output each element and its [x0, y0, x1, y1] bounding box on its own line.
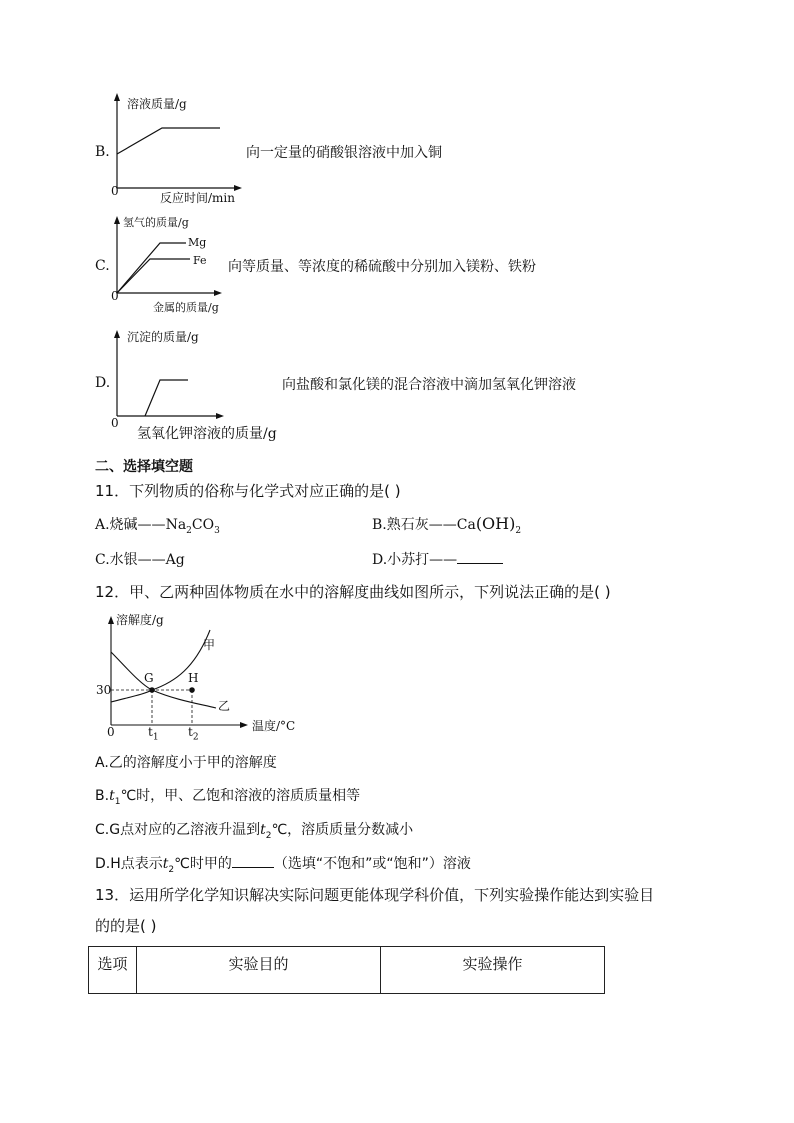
- q11-option-c-label: C.水银——: [95, 552, 166, 568]
- chart-x-arrow: [240, 722, 248, 728]
- graph-b-origin: 0: [111, 184, 119, 198]
- graph-c-description: 向等质量、等浓度的稀硫酸中分别加入镁粉、铁粉: [228, 259, 536, 275]
- q12-d-rest: （选填“不饱和”或“饱和”）溶液: [273, 856, 471, 872]
- q11-a-sub1: 2: [186, 525, 192, 536]
- point-g: [149, 687, 155, 693]
- chart-label-h: H: [188, 671, 199, 685]
- chart-t1-t: t: [148, 725, 153, 739]
- q12-stem: 12．甲、乙两种固体物质在水中的溶解度曲线如图所示，下列说法正确的是( ): [95, 583, 611, 601]
- chart-t1-sub: 1: [152, 732, 159, 743]
- graph-d-ylabel: 沉淀的质量/g: [127, 330, 199, 344]
- curve-jia: [111, 630, 210, 702]
- graph-d-xlabel: 氢氧化钾溶液的质量/g: [137, 426, 277, 442]
- q12-c-sub: 2: [265, 830, 272, 841]
- q12-c-rest: ℃，溶质质量分数减小: [271, 822, 414, 838]
- graph-b-ylabel: 溶液质量/g: [127, 97, 187, 111]
- q12-b-pre: B.: [95, 788, 110, 804]
- graph-b-xlabel: 反应时间/min: [160, 191, 235, 205]
- graph-c-mg-label: Mg: [188, 236, 207, 249]
- q11-b-oh: (OH): [475, 514, 516, 533]
- option-c-letter: C.: [95, 258, 110, 274]
- q11-option-d-label: D.小苏打——: [372, 552, 458, 568]
- q12-b-t: t: [109, 788, 115, 804]
- q12-c-pre: C.G点对应的乙溶液升温到: [95, 822, 261, 838]
- chart-t2-label: [188, 725, 199, 742]
- q12-option-d: [95, 853, 471, 875]
- table-header-option: 选项: [89, 947, 137, 994]
- q11-a-sub2: 3: [214, 525, 220, 536]
- chart-label-g: G: [144, 671, 154, 685]
- q12-d-t: t: [162, 856, 169, 872]
- q12-c-t: t: [260, 822, 266, 838]
- q12-answer-blank[interactable]: [232, 855, 274, 868]
- graph-b-description: 向一定量的硝酸银溶液中加入铜: [246, 145, 442, 161]
- q12-d-mid: ℃时甲的: [174, 856, 232, 872]
- q11-a-co: CO: [191, 517, 215, 533]
- q11-stem: 11．下列物质的俗称与化学式对应正确的是( ): [95, 482, 401, 500]
- q12-option-c: [95, 819, 413, 841]
- option-d-letter: D.: [95, 375, 111, 391]
- q13-stem-line2: 的的是( ): [95, 917, 157, 935]
- chart-label-yi: 乙: [218, 699, 231, 713]
- chart-y30-label: 30: [96, 683, 112, 697]
- graph-c-ylabel: 氢气的质量/g: [123, 216, 189, 229]
- section-heading: 二、选择填空题: [95, 459, 193, 475]
- graph-d-origin: 0: [111, 416, 119, 430]
- graph-c-origin: 0: [111, 289, 119, 303]
- graph-c-fe-label: Fe: [193, 254, 207, 267]
- point-h: [189, 687, 195, 693]
- q11-b-ca: Ca: [456, 517, 476, 533]
- q12-b-rest: ℃时，甲、乙饱和溶液的溶质质量相等: [120, 788, 361, 804]
- chart-ylabel: 溶解度/g: [116, 613, 164, 627]
- option-b-letter: B.: [95, 144, 110, 160]
- chart-label-jia: 甲: [203, 638, 216, 652]
- q12-d-sub: 2: [168, 864, 175, 875]
- graph-c-xlabel: 金属的质量/g: [153, 301, 219, 314]
- graph-d-description: 向盐酸和氯化镁的混合溶液中滴加氢氧化钾溶液: [282, 377, 576, 393]
- q12-b-sub: 1: [114, 796, 121, 807]
- chart-t2-sub: 2: [192, 732, 199, 743]
- chart-t1-label: [148, 725, 159, 742]
- chart-y-arrow: [108, 616, 114, 624]
- chart-t2-t: t: [188, 725, 193, 739]
- table-header-row: [89, 947, 605, 994]
- q11-option-b-label: B.熟石灰——: [372, 517, 457, 533]
- chart-xlabel: 温度/°C: [252, 719, 296, 733]
- q12-option-a: A.乙的溶解度小于甲的溶解度: [95, 755, 277, 771]
- q11-a-na: Na: [165, 517, 187, 533]
- q12-option-b: [95, 785, 360, 807]
- chart-origin: 0: [107, 725, 115, 739]
- curve-yi: [111, 652, 216, 708]
- q13-table: [88, 946, 605, 994]
- q11-option-c-formula: Ag: [165, 552, 185, 568]
- table-header-operation: 实验操作: [381, 947, 605, 994]
- q13-stem-line1: 13．运用所学化学知识解决实际问题更能体现学科价值，下列实验操作能达到实验目: [95, 886, 655, 904]
- q11-option-a-label: A.烧碱——: [95, 517, 166, 533]
- q12-d-pre: D.H点表示: [95, 856, 163, 872]
- q11-b-sub: 2: [515, 525, 522, 536]
- table-header-purpose: 实验目的: [137, 947, 381, 994]
